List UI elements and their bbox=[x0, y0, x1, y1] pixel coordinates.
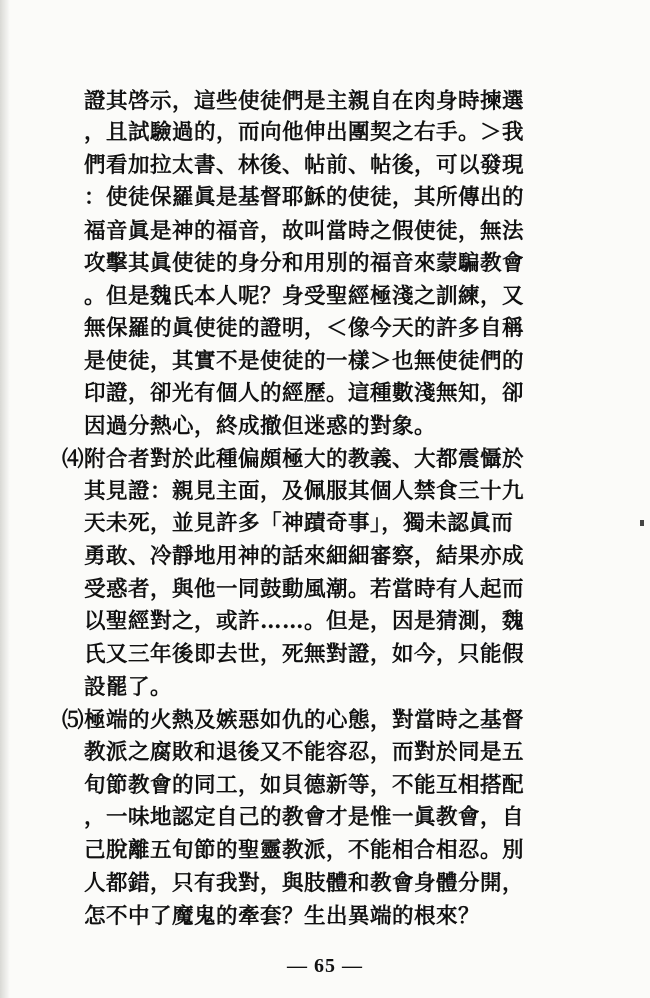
body-line: 旬節教會的同工，如貝德新等，不能互相搭配 bbox=[84, 773, 525, 798]
page-number: — 65 — bbox=[287, 955, 363, 977]
body-line: 勇敢、冷靜地用神的話來細細審察，結果亦成 bbox=[84, 544, 525, 569]
body-line: 印證，卻光有個人的經歷。這種數淺無知，卻 bbox=[84, 381, 525, 406]
body-line: ，且試驗過的，而向他伸出團契之右手。＞我 bbox=[84, 120, 525, 145]
body-line: 怎不中了魔鬼的牽套？生出異端的根來？ bbox=[84, 904, 481, 929]
body-line: ：使徒保羅眞是基督耶穌的使徒，其所傳出的 bbox=[84, 185, 525, 210]
body-line: 是使徒，其實不是使徒的一樣＞也無使徒們的 bbox=[84, 349, 525, 374]
body-line: 。但是魏氏本人呢？身受聖經極淺之訓練，又 bbox=[84, 284, 525, 309]
body-line: 設罷了。 bbox=[84, 675, 173, 700]
body-line: 以聖經對之，或許……。但是，因是猜測，魏 bbox=[84, 609, 525, 634]
body-line: 攻擊其眞使徒的身分和用別的福音來蒙騙教會 bbox=[84, 251, 525, 276]
list-item-5-start: ⑸極端的火熱及嫉惡如仇的心態，對當時之基督 bbox=[62, 708, 525, 733]
scan-edge-shadow bbox=[0, 0, 10, 998]
body-line: 受惑者，與他一同鼓動風潮。若當時有人起而 bbox=[84, 577, 525, 602]
list-item-4-start: ⑷附合者對於此種偏頗極大的教義、大都震懾於 bbox=[62, 447, 525, 472]
body-line: 證其啓示，這些使徒們是主親自在肉身時揀選 bbox=[84, 89, 525, 114]
body-line: 無保羅的眞使徒的證明，＜像今天的許多自稱 bbox=[84, 316, 525, 341]
body-line: 福音眞是神的福音，故叫當時之假使徒，無法 bbox=[84, 219, 525, 244]
body-line: 們看加拉太書、林後、帖前、帖後，可以發現 bbox=[84, 153, 525, 178]
body-line: 人都錯，只有我對，與肢體和教會身體分開， bbox=[84, 871, 525, 896]
scan-mark bbox=[640, 520, 644, 526]
body-line: 因過分熱心，終成撤但迷惑的對象。 bbox=[84, 414, 437, 439]
body-line: 天未死，並見許多「神蹟奇事」，獨未認眞而 bbox=[84, 511, 514, 536]
body-line: 氏又三年後即去世，死無對證，如今，只能假 bbox=[84, 642, 525, 667]
body-line: 其見證：親見主面，及佩服其個人禁食三十九 bbox=[84, 479, 525, 504]
body-line: 教派之腐敗和退後又不能容忍，而對於同是五 bbox=[84, 740, 525, 765]
body-line: 己脫離五旬節的聖靈教派，不能相合相忍。別 bbox=[84, 838, 525, 863]
body-line: ，一味地認定自己的教會才是惟一眞教會，自 bbox=[84, 805, 525, 830]
